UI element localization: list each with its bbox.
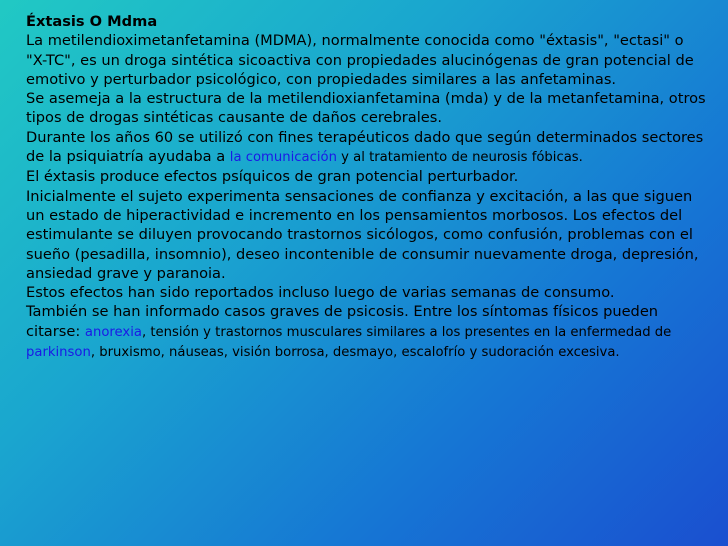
history-text-start: Durante los años 60 se utilizó con fines terapéuticos dado que según determinados sectores de la psiquiatría ayudaba a bbox=[26, 128, 704, 166]
link-anorexia[interactable]: anorexia bbox=[84, 324, 142, 340]
slide-content bbox=[26, 12, 706, 362]
paragraph-duration: Estos efectos han sido reportados incluso luego de varias semanas de consumo. bbox=[26, 284, 615, 302]
page-title: Éxtasis O Mdma bbox=[26, 13, 158, 30]
physical-text-end: , bruxismo, náuseas, visión borrosa, desmayo, escalofrío y sudoración excesiva. bbox=[90, 345, 620, 361]
paragraph-definition: La metilendioximetanfetamina (MDMA), normalmente conocida como "éxtasis", "ectasi" o "X-TC", es un droga sintética sicoactiva con propiedades alucinógenas de gran potencial de emotivo y perturbador psicológico, con propiedades similares a las anfetaminas. bbox=[26, 32, 694, 88]
paragraph-symptoms-physical bbox=[26, 302, 706, 362]
link-la-comunicacion[interactable]: la comunicación bbox=[229, 150, 337, 166]
physical-text-middle: , tensión y trastornos musculares similares a los presentes en la enfermedad de bbox=[141, 324, 672, 340]
history-text-end: y al tratamiento de neurosis fóbicas. bbox=[336, 150, 583, 166]
paragraph-effects: El éxtasis produce efectos psíquicos de gran potencial perturbador. bbox=[26, 168, 519, 186]
link-parkinson[interactable]: parkinson bbox=[26, 345, 91, 361]
paragraph-history bbox=[26, 128, 706, 168]
paragraph-structure: Se asemeja a la estructura de la metilendioxianfetamina (mda) y de la metanfetamina, otros tipos de drogas sintéticas causante de daños cerebrales. bbox=[26, 90, 706, 127]
physical-text-start: También se han informado casos graves de psicosis. Entre los síntomas físicos pueden citarse: bbox=[26, 303, 659, 340]
paragraph-symptoms-psychic: Inicialmente el sujeto experimenta sensaciones de confianza y excitación, a las que siguen un estado de hiperactividad e incremento en los pensamientos morbosos. Los efectos del estimulante se diluyen provocando trastornos sicólogos, como confusión, problemas con el sueño (pesadilla, insomnio), deseo incontenible de consumir nuevamente droga, depresión, ansiedad grave y paranoia. bbox=[26, 187, 699, 282]
